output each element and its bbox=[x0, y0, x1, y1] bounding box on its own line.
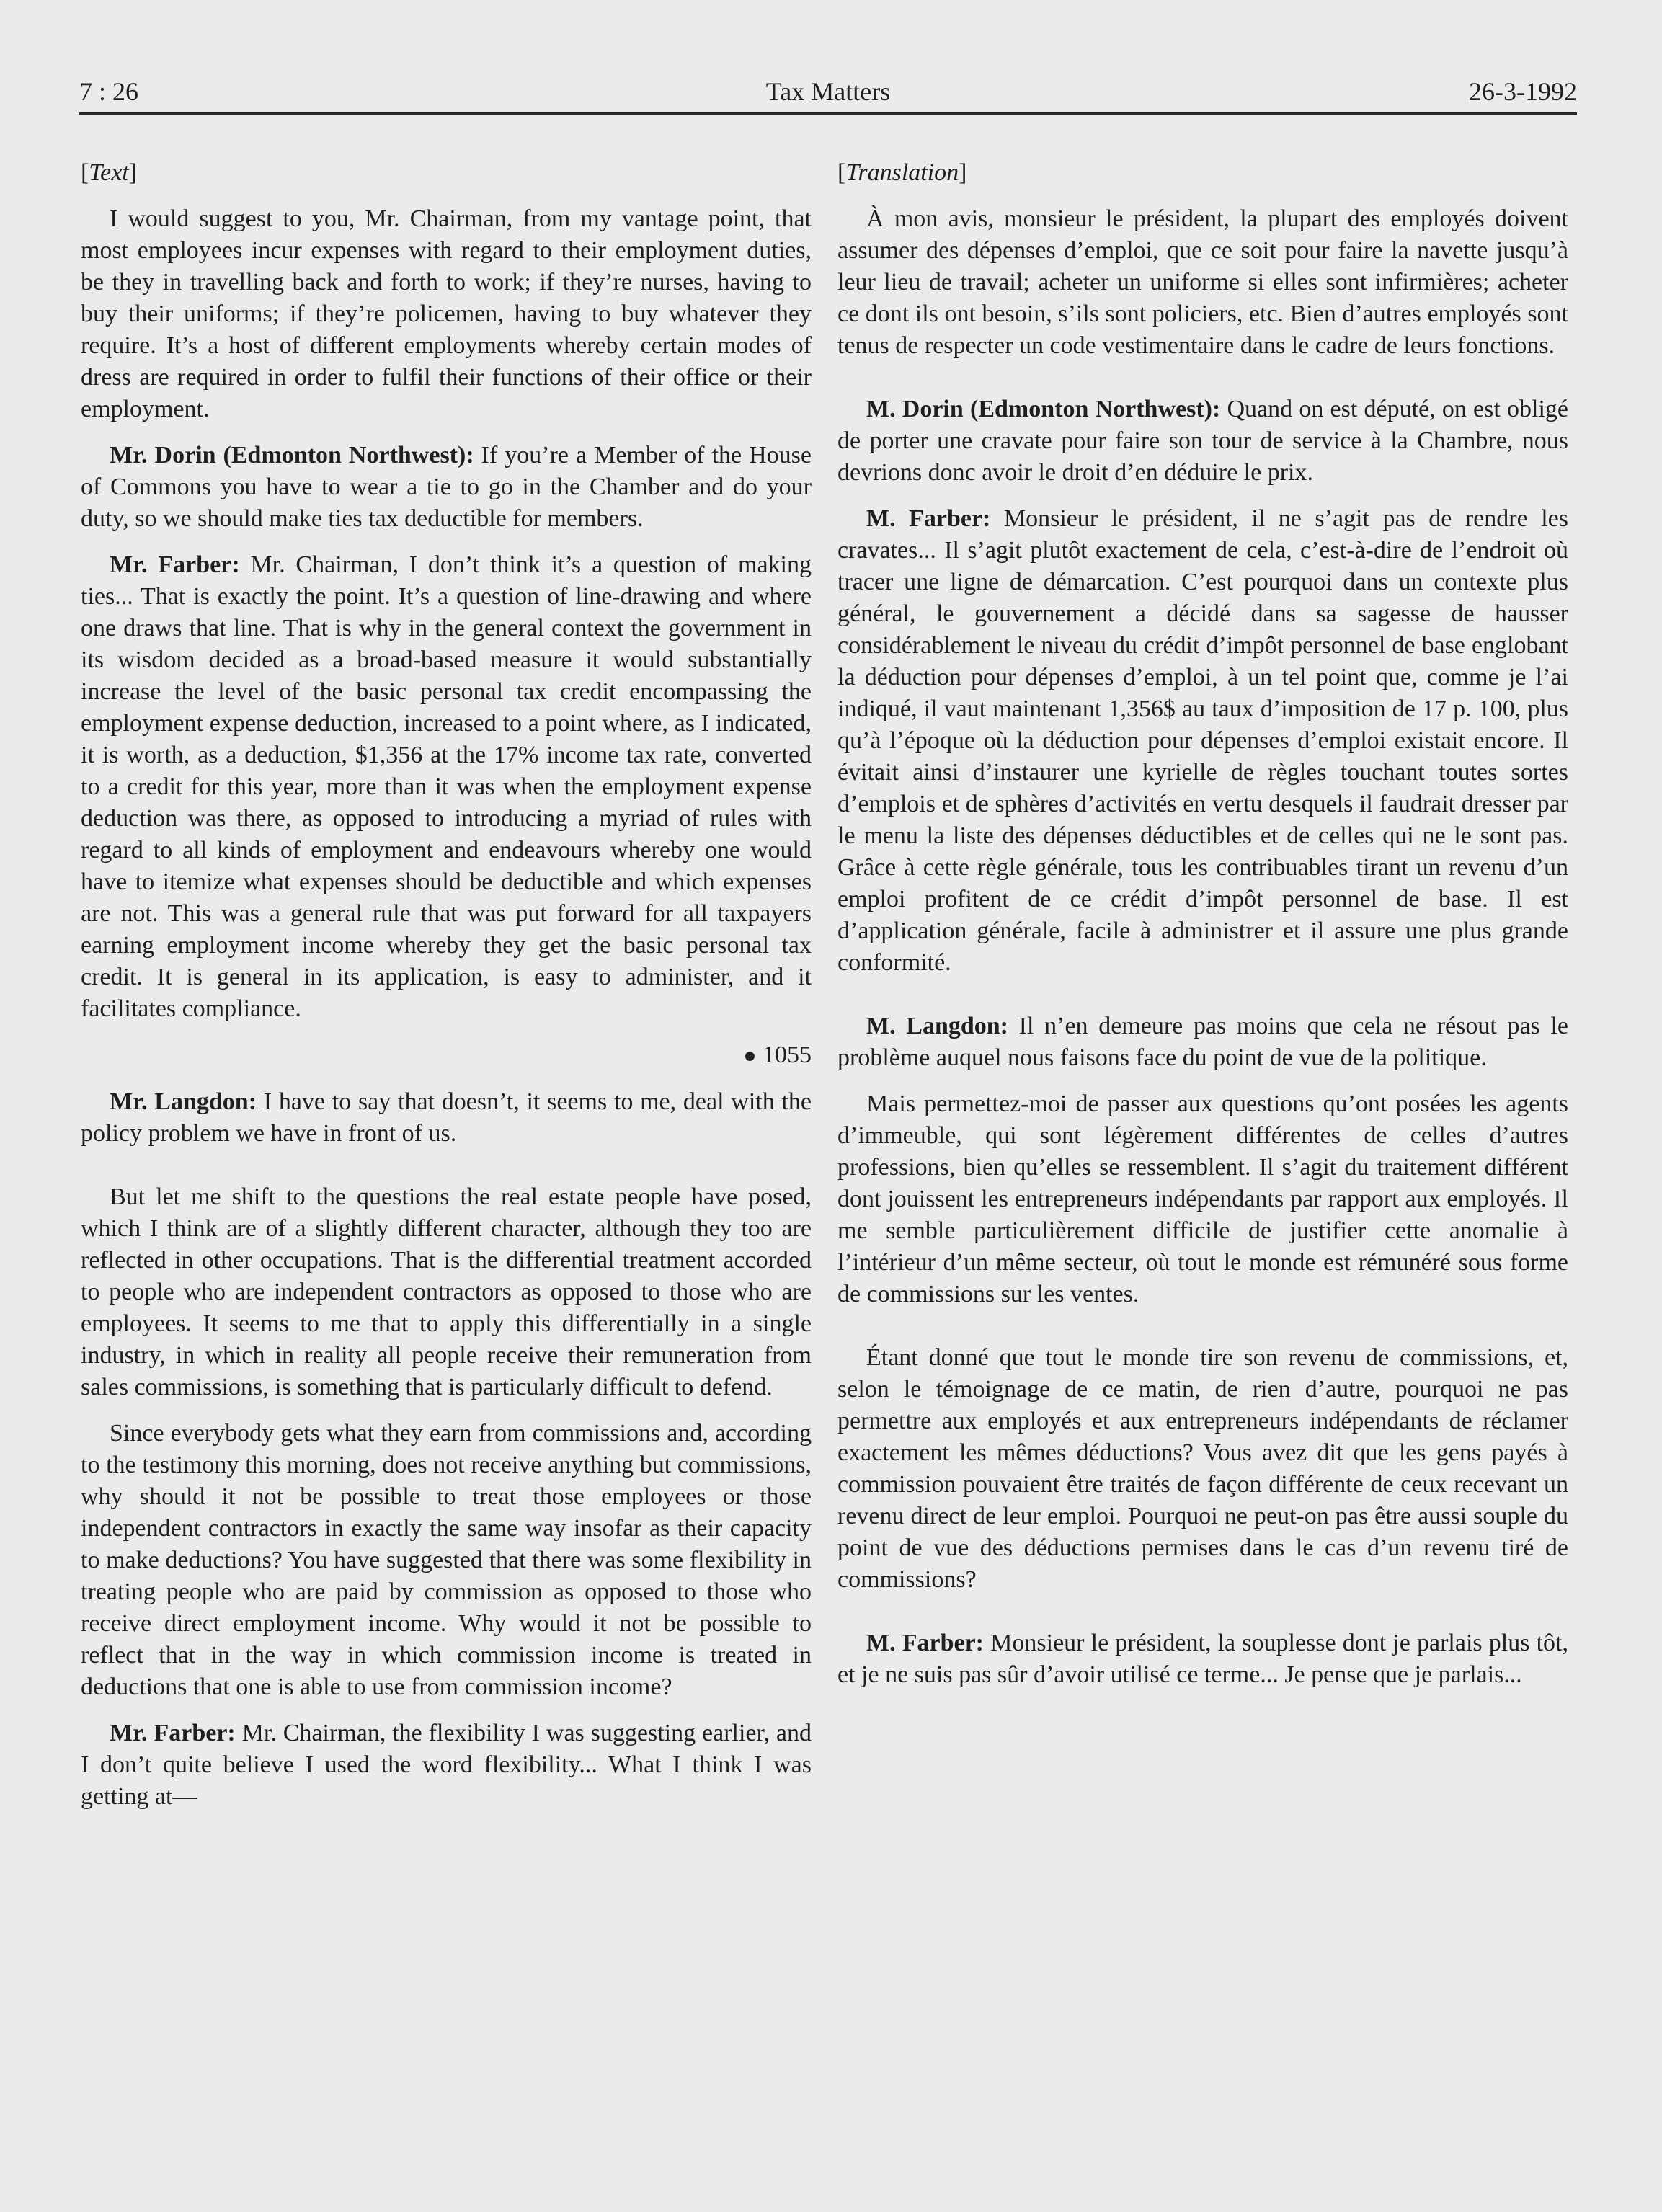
publication-title: Tax Matters bbox=[765, 77, 891, 106]
speaker-name: M. Langdon: bbox=[866, 1013, 1008, 1039]
speaker-name: Mr. Farber: bbox=[110, 1720, 236, 1746]
paragraph: M. Langdon: Il n’en demeure pas moins que cela ne résout pas le problème auquel nous faisons face du point de vue de la politique. bbox=[837, 1013, 1568, 1071]
speaker-name: Mr. Langdon: bbox=[110, 1088, 257, 1115]
time-marker: ● 1055 bbox=[743, 1041, 812, 1068]
paragraph: M. Farber: Monsieur le président, il ne s’agit pas de rendre les cravates... Il s’agit plutôt exactement de cela, c’est-à-dire de l’endroit où tracer une ligne de démarcation. C’est pourquoi dans un contexte plus général, le gouvernement a décidé dans sa sagesse de hausser considérablement le niveau du crédit d’impôt personnel de base englobant la déduction pour dépenses d’emploi, à un tel point que, comme je l’ai indiqué, il vaut maintenant 1,356$ au taux d’imposition de 17 p. 100, plus qu’à l’époque où la déduction pour dépenses d’emploi existait encore. Il évitait ainsi d’instaurer une kyrielle de règles touchant toutes sortes d’emplois et de sphères d’activités en vertu desquels il faudrait dresser par le menu la liste des dépenses déductibles et de celles qui ne le sont pas. Grâce à cette règle générale, tous les contribuables tirant un revenu d’un emploi profitent de ce crédit d’impôt personnel de base. Il est d’application générale, facile à administrer et il assure une plus grande conformité. bbox=[837, 505, 1568, 976]
bullet-icon: ● bbox=[743, 1044, 757, 1067]
publication-date: 26-3-1992 bbox=[1469, 77, 1577, 106]
paragraph: Mr. Dorin (Edmonton Northwest): If you’re a Member of the House of Commons you have to wear a tie to go in the Chamber and do your duty, so we should make ties tax deductible for members. bbox=[81, 442, 812, 532]
paragraph: Mais permettez-moi de passer aux questions qu’ont posées les agents d’immeuble, qui sont légèrement différentes de celles d’autres professions, bien qu’elles se ressemblent. Il s’agit du traitement différent dont jouissent les entrepreneurs indépendants par rapport aux employés. Il me semble particulièrement difficile de justifier cette anomalie à l’intérieur d’un même secteur, où tout le monde est rémunéré sous forme de commissions sur les ventes. bbox=[837, 1091, 1568, 1307]
paragraph: But let me shift to the questions the real estate people have posed, which I think are of a slightly different character, although they too are reflected in other occupations. That is the differential treatment accorded to people who are independent contractors as opposed to those who are employees. It seems to me that to apply this differentially in a single industry, in which in reality all people receive their remuneration from sales commissions, is something that is particularly difficult to defend. bbox=[81, 1183, 812, 1400]
speaker-name: M. Farber: bbox=[866, 1630, 985, 1656]
paragraph: M. Dorin (Edmonton Northwest): Quand on est député, on est obligé de porter une cravate pour faire son tour de service à la Chambre, nous devrions donc avoir le droit d’en déduire le prix. bbox=[837, 396, 1569, 486]
text-label: [Text] bbox=[81, 159, 138, 186]
paragraph: M. Farber: Monsieur le président, la souplesse dont je parlais plus tôt, et je ne suis pas sûr d’avoir utilisé ce terme... Je pense que je parlais... bbox=[837, 1630, 1568, 1688]
paragraph: Mr. Langdon: I have to say that doesn’t, it seems to me, deal with the policy problem we have in front of us. bbox=[81, 1088, 812, 1147]
paragraph: À mon avis, monsieur le président, la plupart des employés doivent assumer des dépenses d’emploi, que ce soit pour faire la navette jusqu’à leur lieu de travail; acheter un uniforme si elles sont infirmières; acheter ce dont ils ont besoin, s’ils sont policiers, etc. Bien d’autres employés sont tenus de respecter un code vestimentaire dans le cadre de leurs fonctions. bbox=[837, 205, 1568, 359]
english-column bbox=[81, 157, 812, 1827]
paragraph: Mr. Farber: Mr. Chairman, I don’t think it’s a question of making ties... That is exactly the point. It’s a question of line-drawing and where one draws that line. That is why in the general context the government in its wisdom decided as a broad-based measure it would substantially increase the level of the basic personal tax credit encompassing the employment expense deduction, increased to a point where, as I indicated, it is worth, as a deduction, $1,356 at the 17% income tax rate, converted to a credit for this year, more than it was when the employment expense deduction was there, as opposed to introducing a myriad of rules with regard to all kinds of employment and endeavours whereby one would have to itemize what expenses should be deductible and which expenses are not. This was a general rule that was put forward for all taxpayers earning employment income whereby they get the basic personal tax credit. It is general in its application, is easy to administer, and it facilitates compliance. bbox=[81, 551, 812, 1022]
page-number: 7 : 26 bbox=[79, 77, 139, 106]
paragraph: Mr. Farber: Mr. Chairman, the flexibility I was suggesting earlier, and I don’t quite believe I used the word flexibility... What I think I was getting at— bbox=[81, 1720, 812, 1810]
speaker-name: M. Dorin (Edmonton Northwest): bbox=[866, 396, 1221, 422]
paragraph: Étant donné que tout le monde tire son revenu de commissions, et, selon le témoignage de ce matin, de rien d’autre, pourquoi ne pas permettre aux employés et aux entrepreneurs indépendants de réclamer exactement les mêmes déductions? Vous avez dit que les gens payés à commission pouvaient être traités de façon différente de ceux recevant un revenu direct de leur emploi. Pourquoi ne peut-on pas être aussi souple du point de vue des déductions permises dans le cas d’un revenu tiré de commissions? bbox=[837, 1344, 1568, 1593]
speaker-name: Mr. Farber: bbox=[110, 551, 240, 578]
paragraph: I would suggest to you, Mr. Chairman, from my vantage point, that most employees incur expenses with regard to their employment duties, be they in travelling back and forth to work; if they’re nurses, having to buy their uniforms; if they’re policemen, having to buy whatever they require. It’s a host of different employments whereby certain modes of dress are required in order to fulfil their functions of their office or their employment. bbox=[81, 205, 812, 422]
french-column bbox=[837, 157, 1568, 1705]
paragraph: Since everybody gets what they earn from commissions and, according to the testimony this morning, does not receive anything but commissions, why should it not be possible to treat those employees or those independent contractors in exactly the same way insofar as their capacity to make deductions? You have suggested that there was some flexibility in treating people who are paid by commission as opposed to those who receive direct employment income. Why would it not be possible to reflect that in the way in which commission income is treated in deductions that one is able to use from commission income? bbox=[81, 1420, 812, 1700]
running-header bbox=[79, 72, 1577, 115]
speaker-name: M. Farber: bbox=[866, 505, 991, 532]
translation-label: [Translation] bbox=[837, 159, 967, 186]
speaker-name: Mr. Dorin (Edmonton Northwest): bbox=[110, 442, 474, 468]
